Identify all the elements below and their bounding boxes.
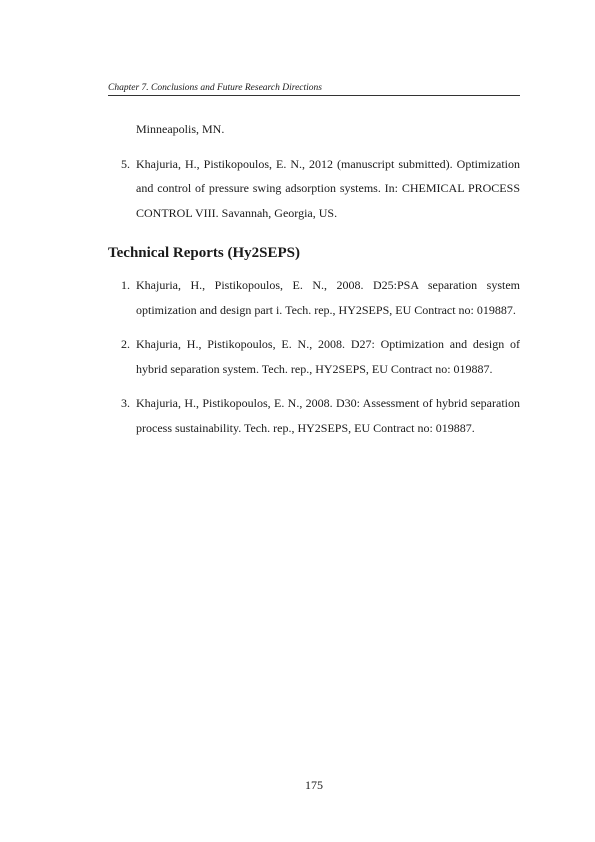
header-rule [108,95,520,96]
list-item-number: 5. [121,156,130,171]
reference-continuation: Minneapolis, MN. [136,122,225,136]
page-number: 175 [305,778,323,792]
technical-reports-list [108,273,520,440]
list-item-text: Khajuria, H., Pistikopoulos, E. N., 2008. D25:PSA separation system optimization and design part i. Tech. rep., HY2SEPS, EU Contract no: 019887. [136,278,520,317]
running-header: Chapter 7. Conclusions and Future Research Directions [108,83,322,93]
list-item-text: Khajuria, H., Pistikopoulos, E. N., 2008. D27: Optimization and design of hybrid separation system. Tech. rep., HY2SEPS, EU Contract no: 019887. [136,337,520,376]
page-content [108,117,520,450]
section-heading-technical-reports: Technical Reports (Hy2SEPS) [108,245,300,261]
list-item [108,332,520,381]
list-item-text: Khajuria, H., Pistikopoulos, E. N., 2012 (manuscript submitted). Optimization and control of pressure swing adsorption systems. In: CHEMICAL PROCESS CONTROL VIII. Savannah, Georgia, US. [136,156,520,220]
list-item-text: Khajuria, H., Pistikopoulos, E. N., 2008. D30: Assessment of hybrid separation process sustainability. Tech. rep., HY2SEPS, EU Contract no: 019887. [136,396,520,435]
list-item [108,152,520,226]
list-item-number: 2. [121,337,130,351]
list-item [108,273,520,322]
publications-list [108,152,520,226]
list-item [108,391,520,440]
list-item-number: 3. [121,396,130,410]
list-item-number: 1. [121,278,130,292]
